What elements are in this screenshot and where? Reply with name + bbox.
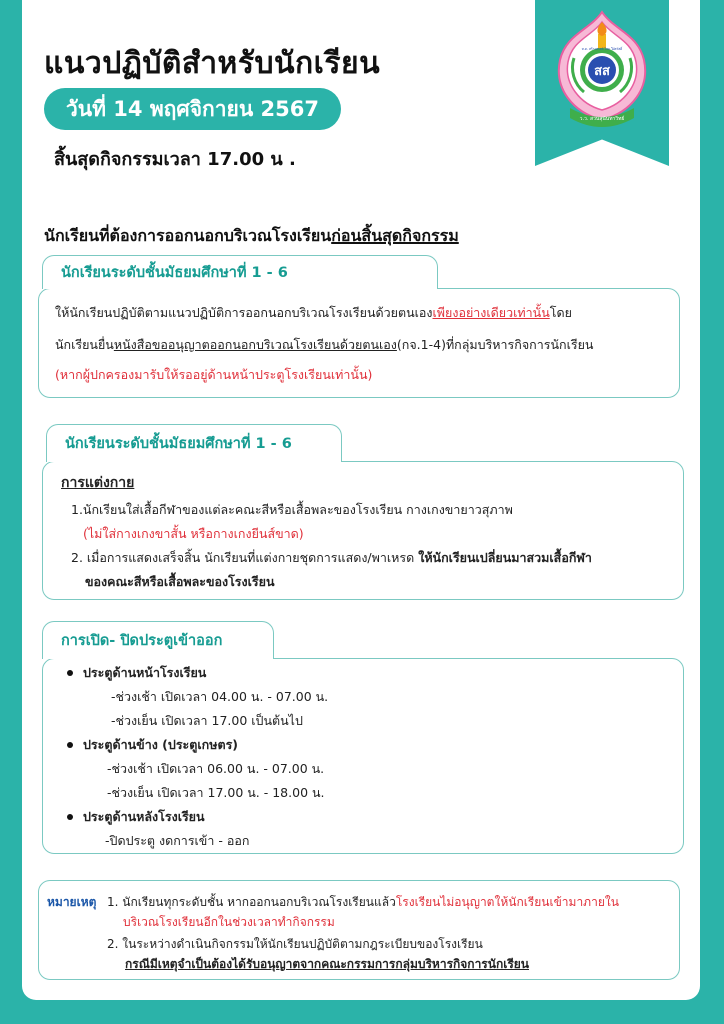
document-page — [22, 0, 700, 1000]
gate-side-morning: -ช่วงเช้า เปิดเวลา 06.00 น. - 07.00 น. — [107, 761, 325, 776]
gate-back-status: -ปิดประตู งดการเข้า - ออก — [105, 833, 250, 848]
gate-front-evening: -ช่วงเย็น เปิดเวลา 17.00 เป็นต้นไป — [111, 713, 303, 728]
bullet-icon — [67, 670, 73, 676]
bullet-icon — [67, 814, 73, 820]
exit-policy-line-1: ให้นักเรียนปฏิบัติตามแนวปฏิบัติการออกนอกบริเวณโรงเรียนด้วยตนเองเพียงอย่างเดียวเท่านั้นโดย — [55, 305, 572, 320]
end-time-text: สิ้นสุดกิจกรรมเวลา 17.00 น . — [54, 149, 296, 170]
exit-policy-line-2: นักเรียนยื่นหนังสือขออนุญาตออกนอกบริเวณโรงเรียนด้วยตนเอง(กจ.1-4)ที่กลุ่มบริหารกิจการนักเรียน — [55, 337, 594, 352]
tab-grade-1-6-dress: นักเรียนระดับชั้นมัธยมศึกษาที่ 1 - 6 — [46, 424, 342, 462]
dress-item-2-cont: ของคณะสีหรือเสื้อพละของโรงเรียน — [85, 574, 275, 589]
svg-text:สส: สส — [594, 64, 610, 79]
dress-item-1: 1.นักเรียนใส่เสื้อกีฬาของแต่ละคณะสีหรือเสื้อพละของโรงเรียน กางเกงขายาวสุภาพ — [71, 502, 513, 517]
dress-item-2: 2. เมื่อการแสดงเสร็จสิ้น นักเรียนที่แต่งกายชุดการแสดง/พาเหรด ให้นักเรียนเปลี่ยนมาสวมเสื้อกีฬา — [71, 550, 592, 565]
note-1-cont: บริเวณโรงเรียนอีกในช่วงเวลาทำกิจกรรม — [123, 915, 335, 929]
dress-code-subheading: การแต่งกาย — [61, 475, 135, 491]
section-heading: นักเรียนที่ต้องการออกนอกบริเวณโรงเรียนก่อนสิ้นสุดกิจกรรม — [44, 226, 459, 245]
gate-side-evening: -ช่วงเย็น เปิดเวลา 17.00 น. - 18.00 น. — [107, 785, 325, 800]
school-emblem-icon — [552, 8, 652, 144]
note-box — [38, 880, 680, 980]
tab-grade-1-6-exit: นักเรียนระดับชั้นมัธยมศึกษาที่ 1 - 6 — [42, 255, 438, 289]
note-1: 1. นักเรียนทุกระดับชั้น หากออกนอกบริเวณโรงเรียนแล้วโรงเรียนไม่อนุญาตให้นักเรียนเข้ามาภายใน — [107, 895, 619, 909]
exit-policy-line-3: (หากผู้ปกครองมารับให้รออยู่ด้านหน้าประตูโรงเรียนเท่านั้น) — [55, 367, 373, 382]
date-badge: วันที่ 14 พฤศจิกายน 2567 — [44, 88, 341, 130]
tab-gate-schedule: การเปิด- ปิดประตูเข้าออก — [42, 621, 274, 659]
gate-front-name: ประตูด้านหน้าโรงเรียน — [83, 665, 207, 680]
gate-back-name: ประตูด้านหลังโรงเรียน — [83, 809, 205, 824]
dress-code-box — [42, 461, 684, 600]
page-title: แนวปฏิบัติสำหรับนักเรียน — [44, 46, 381, 81]
note-label: หมายเหตุ — [47, 895, 97, 909]
note-2-bold: กรณีมีเหตุจำเป็นต้องได้รับอนุญาตจากคณะกรรมการกลุ่มบริหารกิจการนักเรียน — [125, 957, 530, 971]
dress-item-1-note: (ไม่ใส่กางเกงขาสั้น หรือกางเกงยีนส์ขาด) — [83, 526, 304, 541]
gate-side-name: ประตูด้านข้าง (ประตูเกษตร) — [83, 737, 238, 752]
svg-text:ว.ว. สวนสุนันทาวิทย์: ว.ว. สวนสุนันทาวิทย์ — [579, 116, 625, 122]
exit-policy-box — [38, 288, 680, 398]
gate-schedule-box — [42, 658, 684, 854]
gate-front-morning: -ช่วงเช้า เปิดเวลา 04.00 น. - 07.00 น. — [111, 689, 329, 704]
note-2: 2. ในระหว่างดำเนินกิจกรรมให้นักเรียนปฏิบัติตามกฎระเบียบของโรงเรียน — [107, 937, 483, 951]
bullet-icon — [67, 742, 73, 748]
svg-text:ท.ต. สร้างสรรค์ ไทย ใฝ่สวัสดิ์: ท.ต. สร้างสรรค์ ไทย ใฝ่สวัสดิ์ — [581, 47, 623, 51]
